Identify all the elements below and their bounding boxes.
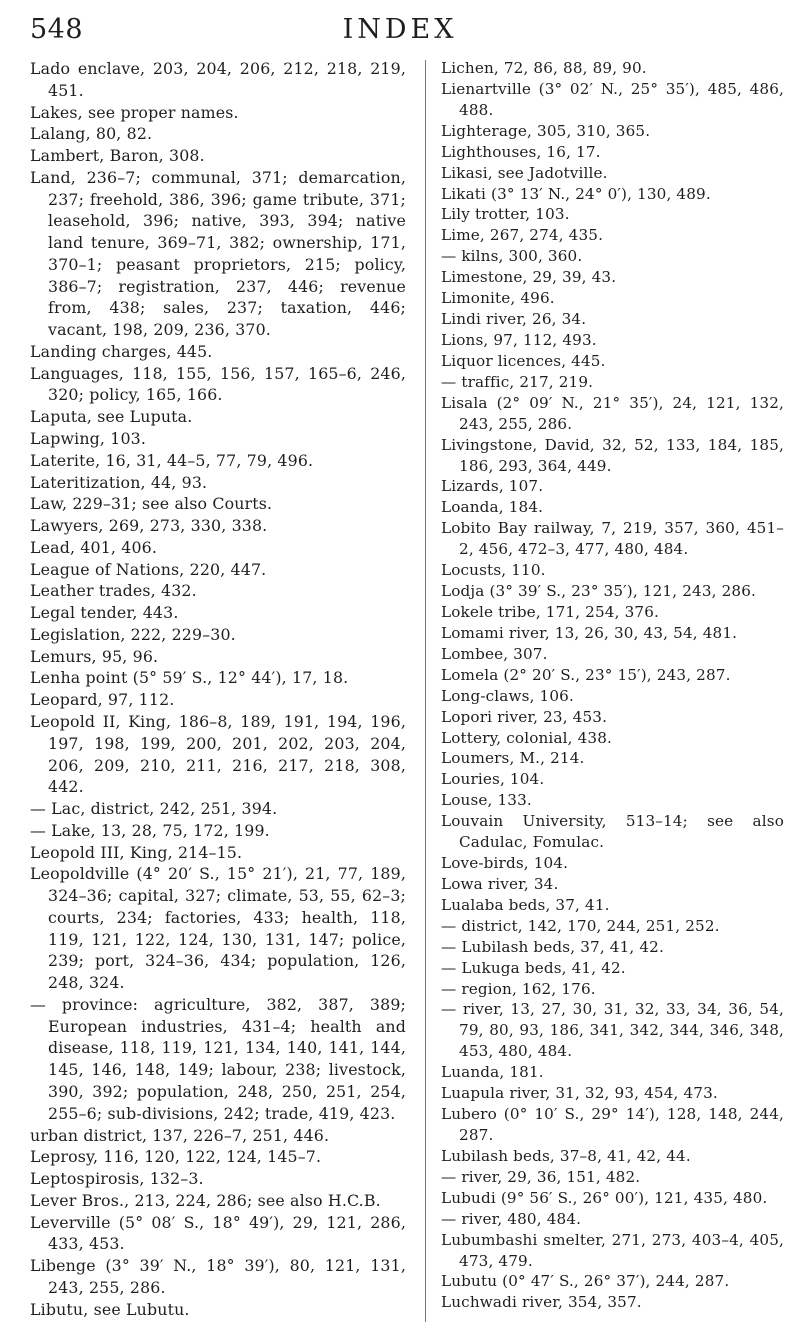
index-entry: — region, 162, 176. (441, 979, 596, 998)
index-entry: Lomami river, 13, 26, 30, 43, 54, 481. (441, 623, 738, 642)
index-entry: Lighterage, 305, 310, 365. (441, 121, 651, 140)
index-entry: Languages, 118, 155, 156, 157, 165–6, 246, 320; policy, 165, 166. (30, 363, 406, 405)
index-entry: Lily trotter, 103. (441, 205, 570, 224)
index-entry: Libenge (3° 39′ N., 18° 39′), 80, 121, 131, 243, 255, 286. (30, 1256, 406, 1297)
index-entry: Legislation, 222, 229–30. (30, 624, 236, 644)
index-entry: Lienartville (3° 02′ N., 25° 35′), 485, 486, 488. (441, 79, 784, 119)
index-entry: Lombee, 307. (441, 644, 548, 663)
index-entry: Lichen, 72, 86, 88, 89, 90. (441, 59, 647, 77)
index-entry: Legal tender, 443. (30, 603, 179, 623)
index-entry: Lubudi (9° 56′ S., 26° 00′), 121, 435, 480. (441, 1188, 768, 1207)
index-entry: — Lake, 13, 28, 75, 172, 199. (30, 820, 270, 840)
index-entry: Lubero (0° 10′ S., 29° 14′), 128, 148, 244, 287. (441, 1105, 784, 1145)
page-header (0, 14, 800, 54)
index-entry: — province: agriculture, 382, 387, 389; European industries, 431–4; health and disease, 118, 119, 121, 134, 140, 141, 144, 145, 146, 148, 149; labour, 238; livestock, 390, 392; population, 248, 250, 251, 254, 255–6; sub-divisions, 242; trade, 419, 423. (30, 994, 406, 1123)
index-entry: Long-claws, 106. (441, 686, 574, 705)
index-entry: Lenha point (5° 59′ S., 12° 44′), 17, 18. (30, 668, 349, 688)
index-entry: Lime, 267, 274, 435. (441, 226, 604, 245)
index-entry: Lubilash beds, 37–8, 41, 42, 44. (441, 1146, 691, 1165)
index-entry: Laterite, 16, 31, 44–5, 77, 79, 496. (30, 450, 314, 470)
index-entry: — river, 29, 36, 151, 482. (441, 1167, 641, 1186)
column-divider (425, 60, 426, 1322)
index-entry: Lapwing, 103. (30, 429, 147, 449)
index-entry: Lambert, Baron, 308. (30, 146, 205, 166)
page-number: 548 (30, 14, 84, 45)
index-entry: Locusts, 110. (441, 561, 546, 580)
index-entry: Lado enclave, 203, 204, 206, 212, 218, 219, 451. (30, 59, 406, 100)
index-entry: — Lubilash beds, 37, 41, 42. (441, 937, 664, 956)
index-entry: — traffic, 217, 219. (441, 372, 594, 391)
index-entry: Luapula river, 31, 32, 93, 454, 473. (441, 1084, 718, 1103)
index-entry: Lubumbashi smelter, 271, 273, 403–4, 405, 473, 479. (441, 1230, 784, 1270)
index-entry: Limestone, 29, 39, 43. (441, 268, 617, 287)
index-entry: Loumers, M., 214. (441, 749, 585, 768)
index-entry: Lateritization, 44, 93. (30, 472, 208, 492)
index-entry: Lomela (2° 20′ S., 23° 15′), 243, 287. (441, 665, 731, 684)
index-entry: Lemurs, 95, 96. (30, 646, 159, 666)
index-entry: Leopard, 97, 112. (30, 690, 175, 710)
index-entry: Lisala (2° 09′ N., 21° 35′), 24, 121, 132, 243, 255, 286. (441, 393, 784, 433)
right-index-column (441, 58, 784, 1313)
index-entry: Leptospirosis, 132–3. (30, 1169, 204, 1189)
index-entry: Leopold II, King, 186–8, 189, 191, 194, 196, 197, 198, 199, 200, 201, 202, 203, 204, 206, 209, 210, 211, 216, 217, 218, 308, 442. (30, 711, 406, 797)
index-entry: Leopold III, King, 214–15. (30, 842, 243, 862)
index-entry: Lawyers, 269, 273, 330, 338. (30, 516, 268, 536)
index-entry: Lizards, 107. (441, 477, 544, 496)
index-entry: Lever Bros., 213, 224, 286; see also H.C.B. (30, 1190, 381, 1210)
index-entry: League of Nations, 220, 447. (30, 559, 267, 579)
index-entry: Likati (3° 13′ N., 24° 0′), 130, 489. (441, 184, 711, 203)
index-entry: Landing charges, 445. (30, 341, 213, 361)
index-entry: — kilns, 300, 360. (441, 247, 583, 266)
index-entry: Lead, 401, 406. (30, 537, 158, 557)
index-entry: — river, 13, 27, 30, 31, 32, 33, 34, 36, 54, 79, 80, 93, 186, 341, 342, 344, 346, 348, 453, 480, 484. (441, 1000, 784, 1061)
index-entry: Luanda, 181. (441, 1063, 544, 1082)
index-entry: Lakes, see proper names. (30, 102, 239, 122)
index-entry: Lobito Bay railway, 7, 219, 357, 360, 451–2, 456, 472–3, 477, 480, 484. (441, 519, 784, 559)
index-entry: Lowa river, 34. (441, 874, 559, 893)
index-entry: Likasi, see Jadotville. (441, 163, 608, 182)
index-entry: Lualaba beds, 37, 41. (441, 895, 610, 914)
index-entry: Law, 229–31; see also Courts. (30, 494, 273, 514)
index-entry: Lalang, 80, 82. (30, 124, 153, 144)
index-entry: — district, 142, 170, 244, 251, 252. (441, 916, 720, 935)
left-index-column (30, 58, 406, 1320)
index-entry: Lubutu (0° 47′ S., 26° 37′), 244, 287. (441, 1272, 730, 1291)
index-entry: Louvain University, 513–14; see also Cadulac, Fomulac. (441, 812, 784, 852)
index-entry: Lopori river, 23, 453. (441, 707, 608, 726)
index-entry: Luchwadi river, 354, 357. (441, 1293, 642, 1312)
index-entry: Lottery, colonial, 438. (441, 728, 613, 747)
index-entry: Lodja (3° 39′ S., 23° 35′), 121, 243, 286. (441, 582, 757, 601)
index-entry: Lions, 97, 112, 493. (441, 330, 597, 349)
index-entry: urban district, 137, 226–7, 251, 446. (30, 1125, 330, 1145)
running-head: INDEX (342, 14, 458, 45)
index-entry: — Lac, district, 242, 251, 394. (30, 799, 278, 819)
index-entry: Limonite, 496. (441, 289, 555, 308)
index-entry: Land, 236–7; communal, 371; demarcation, 237; freehold, 386, 396; game tribute, 371; leasehold, 396; native, 393, 394; native land tenure, 369–71, 382; ownership, 171, 370–1; peasant proprietors, 215; policy, 386–7; registration, 237, 446; revenue from, 438; sales, 237; taxation, 446; vacant, 198, 209, 236, 370. (30, 167, 406, 340)
index-entry: Leprosy, 116, 120, 122, 124, 145–7. (30, 1147, 322, 1167)
index-entry: Leopoldville (4° 20′ S., 15° 21′), 21, 77, 189, 324–36; capital, 327; climate, 53, 55, 62–3; courts, 234; factories, 433; health, 118, 119, 121, 122, 124, 130, 131, 147; police, 239; port, 324–36, 434; population, 126, 248, 324. (30, 864, 406, 993)
index-entry: Leather trades, 432. (30, 581, 197, 601)
index-entry: Laputa, see Luputa. (30, 407, 193, 427)
index-entry: Lighthouses, 16, 17. (441, 142, 601, 161)
index-entry: — river, 480, 484. (441, 1209, 582, 1228)
index-entry: — Lukuga beds, 41, 42. (441, 958, 626, 977)
index-entry: Loanda, 184. (441, 498, 544, 517)
index-entry: Livingstone, David, 32, 52, 133, 184, 185, 186, 293, 364, 449. (441, 435, 784, 475)
index-entry: Liquor licences, 445. (441, 351, 606, 370)
index-entry: Louse, 133. (441, 791, 532, 810)
index-entry: Louries, 104. (441, 770, 545, 789)
index-entry: Love-birds, 104. (441, 854, 569, 873)
index-entry: Lindi river, 26, 34. (441, 310, 587, 329)
index-entry: Lokele tribe, 171, 254, 376. (441, 602, 659, 621)
index-entry: Libutu, see Lubutu. (30, 1299, 190, 1319)
index-entry: Leverville (5° 08′ S., 18° 49′), 29, 121, 286, 433, 453. (30, 1212, 406, 1254)
